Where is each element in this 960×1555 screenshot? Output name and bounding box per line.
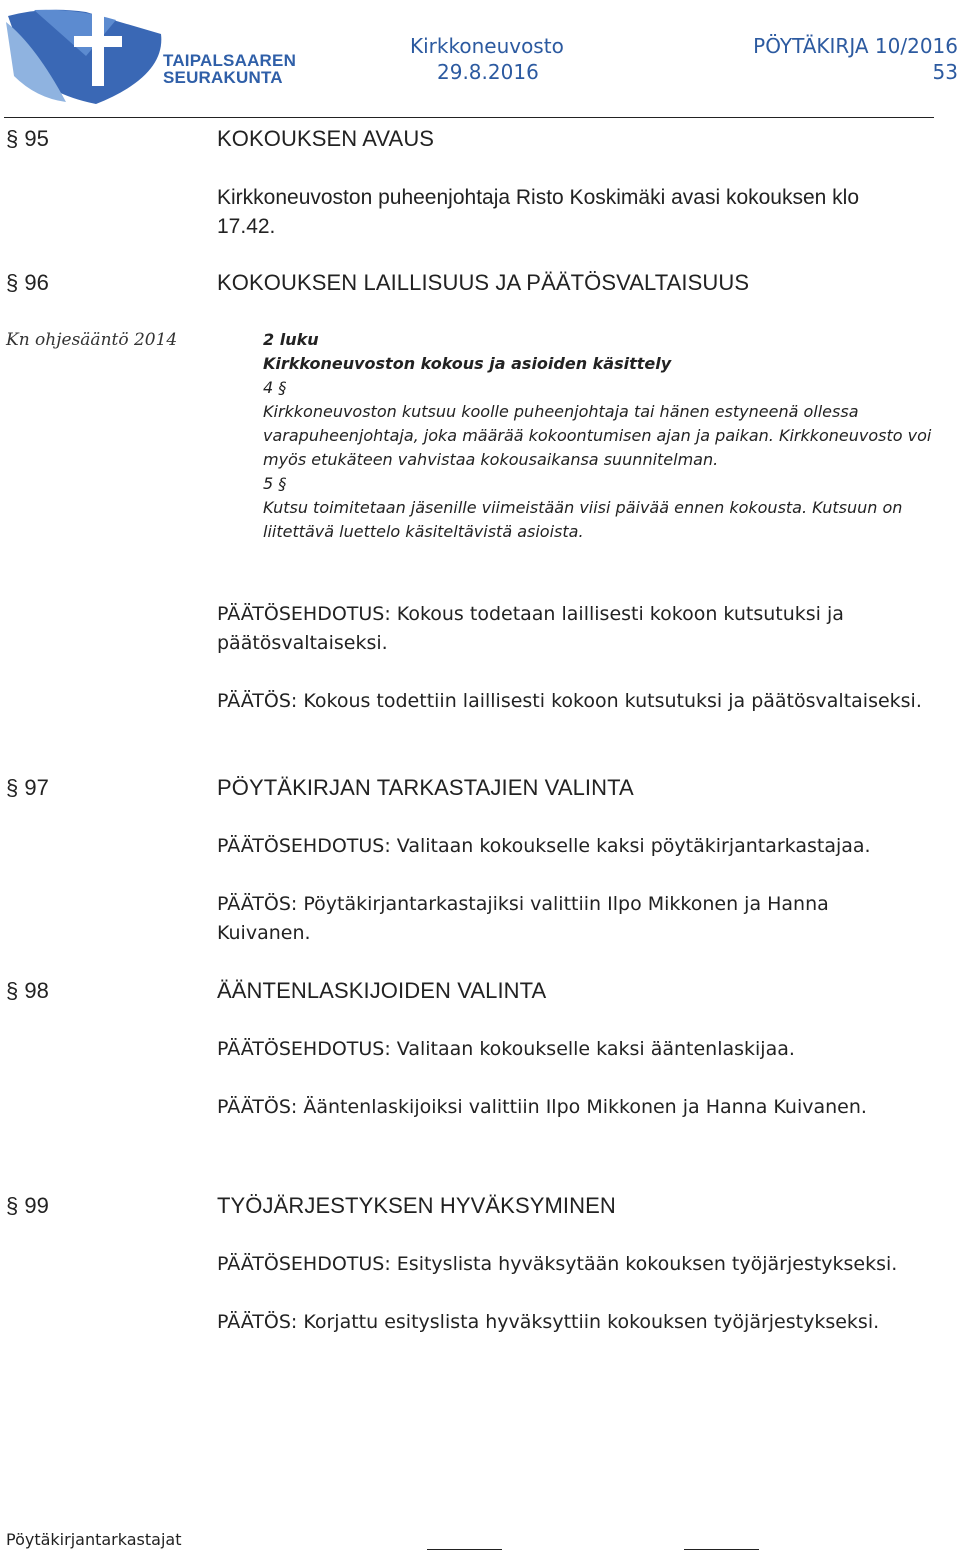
header-page-number: 53 bbox=[932, 60, 958, 84]
section-title: PÖYTÄKIRJAN TARKASTAJIEN VALINTA bbox=[217, 775, 634, 800]
decision-proposal: PÄÄTÖSEHDOTUS: Valitaan kokoukselle kaksi pöytäkirjantarkastajaa. bbox=[217, 835, 871, 857]
signature-line-1 bbox=[427, 1549, 502, 1550]
logo-line2: SEURAKUNTA bbox=[163, 68, 283, 87]
decision-proposal: PÄÄTÖSEHDOTUS: Esityslista hyväksytään kokouksen työjärjestykseksi. bbox=[217, 1253, 898, 1275]
section-number: § 97 bbox=[6, 775, 49, 800]
section-title: KOKOUKSEN LAILLISUUS JA PÄÄTÖSVALTAISUUS bbox=[217, 270, 750, 295]
header-organ: Kirkkoneuvosto bbox=[410, 34, 564, 58]
header-document: PÖYTÄKIRJA 10/2016 bbox=[753, 34, 958, 58]
decision: PÄÄTÖS: Korjattu esityslista hyväksyttiin kokouksen työjärjestykseksi. bbox=[217, 1311, 880, 1333]
decision-proposal: PÄÄTÖSEHDOTUS: Valitaan kokoukselle kaksi ääntenlaskijaa. bbox=[217, 1038, 795, 1060]
section-paragraph: Kirkkoneuvoston puheenjohtaja Risto Koskimäki avasi kokouksen klo 17.42. bbox=[217, 186, 860, 238]
header-rule bbox=[4, 117, 934, 118]
quote-section-5: 5 § bbox=[263, 474, 287, 493]
signature-line-2 bbox=[684, 1549, 759, 1550]
quote-section-4-text: Kirkkoneuvoston kutsuu koolle puheenjohtaja tai hänen estyneenä ollessa varapuheenjohtaja, joka määrää kokoontumisen ajan ja paikan. Kirkkoneuvosto voi myös etukäteen vahvistaa kokousaikansa suunnitelman. bbox=[263, 402, 932, 469]
header-date: 29.8.2016 bbox=[437, 60, 539, 84]
section-number: § 98 bbox=[6, 978, 49, 1003]
rule-quote bbox=[263, 328, 933, 544]
quote-section-4: 4 § bbox=[263, 378, 287, 397]
quote-chapter-title: Kirkkoneuvoston kokous ja asioiden käsittely bbox=[263, 354, 672, 373]
section-number: § 95 bbox=[6, 126, 49, 151]
quote-chapter: 2 luku bbox=[263, 330, 319, 349]
decision: PÄÄTÖS: Ääntenlaskijoiksi valittiin Ilpo Mikkonen ja Hanna Kuivanen. bbox=[217, 1096, 867, 1118]
section-number: § 99 bbox=[6, 1193, 49, 1218]
side-label: Kn ohjesääntö 2014 bbox=[6, 330, 178, 350]
section-title: KOKOUKSEN AVAUS bbox=[217, 126, 435, 151]
section-title: TYÖJÄRJESTYKSEN HYVÄKSYMINEN bbox=[217, 1193, 616, 1218]
decision: PÄÄTÖS: Kokous todettiin laillisesti kokoon kutsutuksi ja päätösvaltaiseksi. bbox=[217, 690, 922, 712]
quote-section-5-text: Kutsu toimitetaan jäsenille viimeistään viisi päivää ennen kokousta. Kutsuun on liitettävä luettelo käsiteltävistä asioista. bbox=[263, 498, 903, 541]
decision-proposal: PÄÄTÖSEHDOTUS: Kokous todetaan laillisesti kokoon kutsutuksi ja päätösvaltaiseksi. bbox=[217, 603, 844, 654]
footer-label: Pöytäkirjantarkastajat bbox=[6, 1530, 182, 1549]
logo-cross-vertical bbox=[92, 12, 104, 86]
logo-cross-horizontal bbox=[74, 36, 122, 47]
logo-line1: TAIPALSAAREN bbox=[163, 51, 297, 70]
decision: PÄÄTÖS: Pöytäkirjantarkastajiksi valittiin Ilpo Mikkonen ja Hanna Kuivanen. bbox=[217, 893, 829, 944]
logo-wordmark bbox=[163, 52, 296, 86]
section-number: § 96 bbox=[6, 270, 49, 295]
section-title: ÄÄNTENLASKIJOIDEN VALINTA bbox=[217, 978, 547, 1003]
